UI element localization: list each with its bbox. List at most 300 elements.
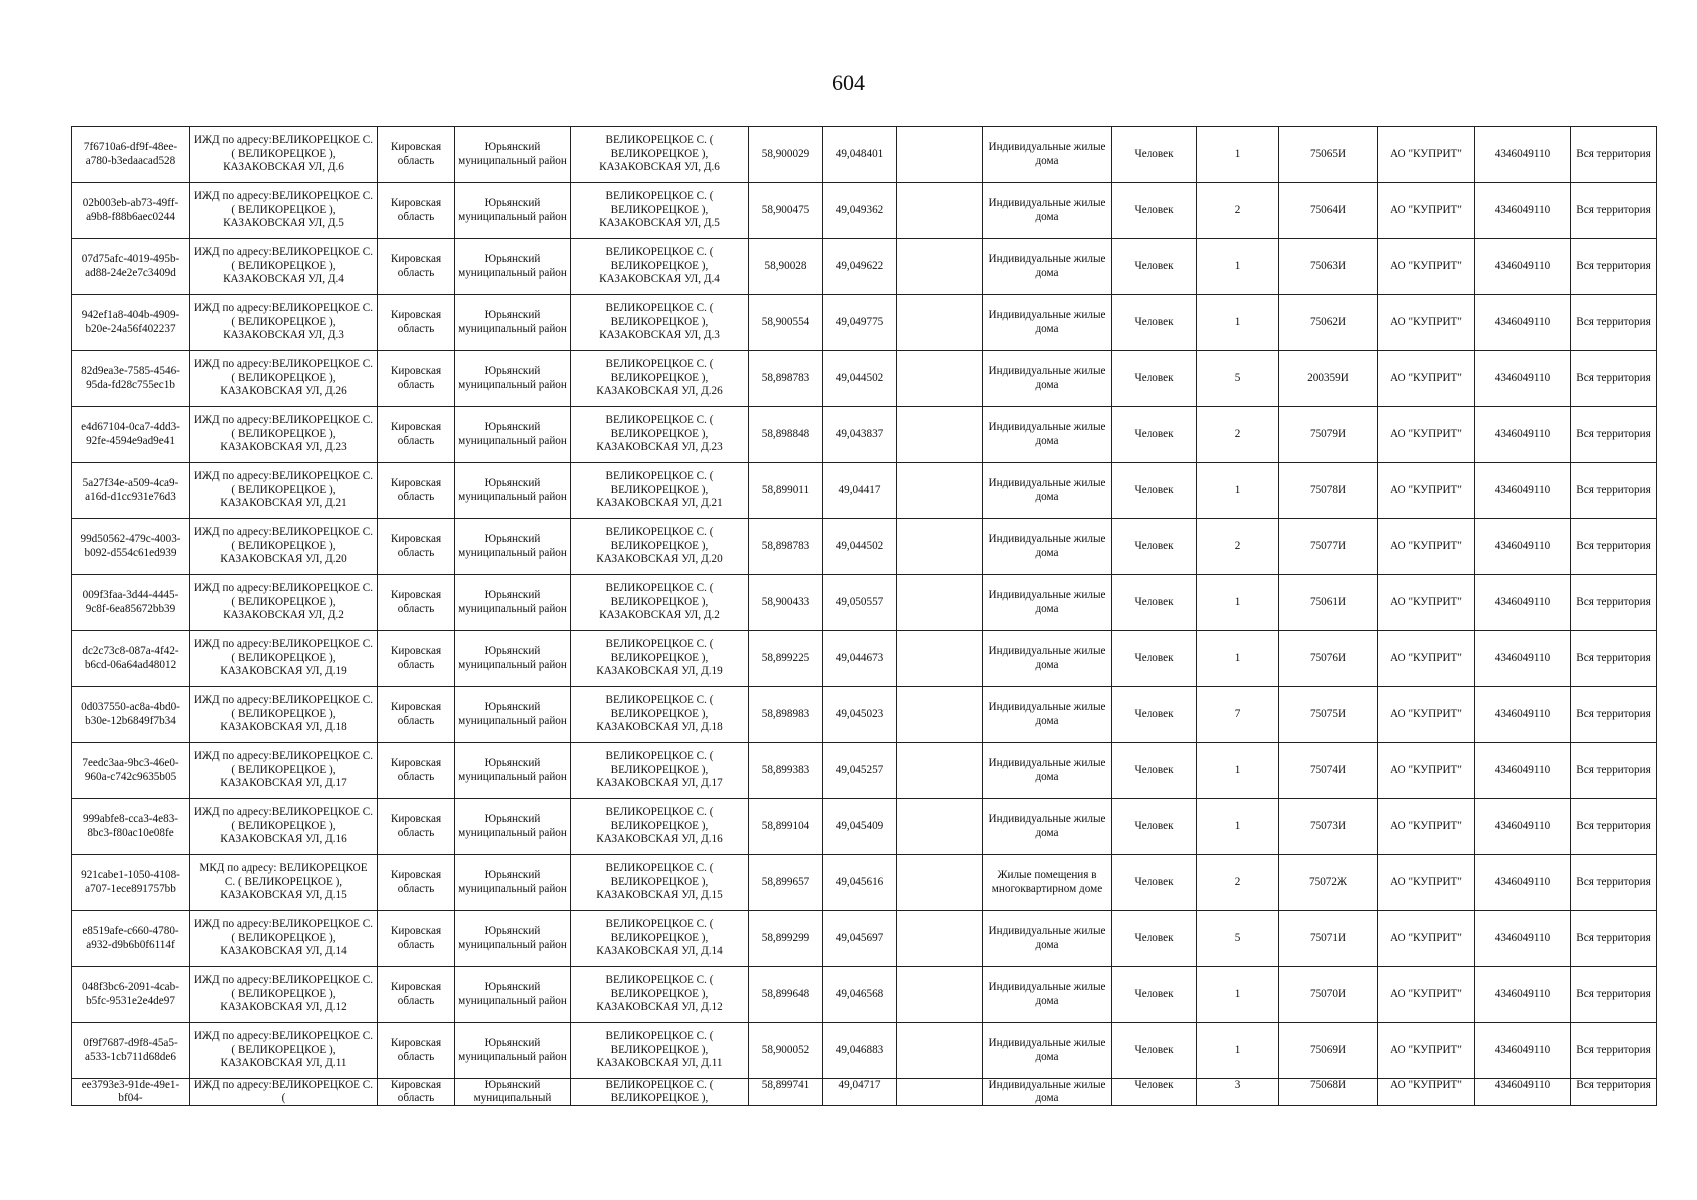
cell-inn-text: 4346049110 — [1494, 1079, 1551, 1091]
cell-address-text: ВЕЛИКОРЕЦКОЕ С. ( ВЕЛИКОРЕЦКОЕ ), КАЗАКОВСКАЯ УЛ, Д.12 — [596, 974, 723, 1014]
cell-region-text: Кировская область — [390, 645, 442, 671]
cell-territory-text: Вся территория — [1576, 315, 1651, 328]
cell-empty — [897, 967, 983, 1023]
cell-territory-text: Вся территория — [1576, 875, 1651, 888]
cell-lon — [823, 687, 897, 743]
cell-address — [571, 855, 749, 911]
cell-unit — [1112, 183, 1197, 239]
cell-lon-text: 49,048401 — [835, 147, 884, 160]
cell-inn-text: 4346049110 — [1494, 763, 1551, 776]
cell-inn-text: 4346049110 — [1494, 595, 1551, 608]
cell-count — [1197, 463, 1279, 519]
cell-unit-text: Человек — [1134, 203, 1174, 216]
cell-code — [1279, 183, 1378, 239]
cell-name-text: ИЖД по адресу:ВЕЛИКОРЕЦКОЕ С. ( ВЕЛИКОРЕЦКОЕ ), КАЗАКОВСКАЯ УЛ, Д.6 — [193, 134, 374, 174]
cell-address — [571, 239, 749, 295]
cell-region-text: Кировская область — [390, 533, 442, 559]
cell-type — [983, 967, 1112, 1023]
cell-code-text: 75075И — [1309, 707, 1347, 720]
cell-district — [455, 295, 571, 351]
cell-unit — [1112, 743, 1197, 799]
cell-id — [72, 239, 190, 295]
cell-unit-text: Человек — [1134, 931, 1174, 944]
cell-inn — [1475, 295, 1571, 351]
cell-name-text: ИЖД по адресу:ВЕЛИКОРЕЦКОЕ С. ( ВЕЛИКОРЕЦКОЕ ), КАЗАКОВСКАЯ УЛ, Д.4 — [193, 246, 374, 286]
cell-territory — [1571, 687, 1657, 743]
cell-address — [571, 183, 749, 239]
cell-address-text: ВЕЛИКОРЕЦКОЕ С. ( ВЕЛИКОРЕЦКОЕ ), — [605, 1079, 714, 1104]
cell-region-text: Кировская область — [390, 1037, 442, 1063]
table-row — [72, 351, 1657, 407]
cell-type — [983, 463, 1112, 519]
cell-territory — [1571, 631, 1657, 687]
cell-territory-text: Вся территория — [1576, 203, 1651, 216]
cell-id — [72, 463, 190, 519]
cell-district-text: Юрьянский муниципальный район — [458, 813, 567, 839]
cell-org — [1378, 351, 1475, 407]
cell-org-text: АО "КУПРИТ" — [1390, 147, 1462, 160]
cell-type-text: Индивидуальные жилые дома — [988, 477, 1106, 503]
cell-territory-text: Вся территория — [1576, 707, 1651, 720]
cell-unit-text: Человек — [1134, 483, 1174, 496]
cell-lon-text: 49,046883 — [835, 1043, 884, 1056]
cell-inn-text: 4346049110 — [1494, 259, 1551, 272]
cell-lon-text: 49,044502 — [835, 371, 884, 384]
cell-org-text: АО "КУПРИТ" — [1390, 1079, 1462, 1091]
cell-territory-text: Вся территория — [1576, 595, 1651, 608]
cell-lon-text: 49,046568 — [835, 987, 884, 1000]
cell-type — [983, 239, 1112, 295]
cell-org-text: АО "КУПРИТ" — [1390, 931, 1462, 944]
cell-lat — [749, 463, 823, 519]
cell-inn-text: 4346049110 — [1494, 371, 1551, 384]
cell-address — [571, 911, 749, 967]
cell-region — [378, 463, 455, 519]
cell-unit-text: Человек — [1134, 987, 1174, 1000]
cell-type-text: Индивидуальные жилые дома — [988, 365, 1106, 391]
cell-id-text: 82d9ea3e-7585-4546-95da-fd28c755ec1b — [81, 365, 180, 391]
cell-org-text: АО "КУПРИТ" — [1390, 1043, 1462, 1056]
cell-region-text: Кировская область — [390, 197, 442, 223]
cell-lat — [749, 407, 823, 463]
cell-address-text: ВЕЛИКОРЕЦКОЕ С. ( ВЕЛИКОРЕЦКОЕ ), КАЗАКОВСКАЯ УЛ, Д.18 — [596, 694, 723, 734]
cell-lat — [749, 351, 823, 407]
cell-address-text: ВЕЛИКОРЕЦКОЕ С. ( ВЕЛИКОРЕЦКОЕ ), КАЗАКОВСКАЯ УЛ, Д.6 — [599, 134, 720, 174]
cell-region — [378, 743, 455, 799]
cell-count-text: 1 — [1234, 595, 1241, 608]
cell-code-text: 75069И — [1309, 1043, 1347, 1056]
cell-count — [1197, 239, 1279, 295]
cell-id-text: 942ef1a8-404b-4909-b20e-24a56f402237 — [81, 309, 180, 335]
cell-name-text: ИЖД по адресу:ВЕЛИКОРЕЦКОЕ С. ( ВЕЛИКОРЕЦКОЕ ), КАЗАКОВСКАЯ УЛ, Д.12 — [193, 974, 374, 1014]
cell-code — [1279, 127, 1378, 183]
cell-lat-text: 58,900052 — [761, 1043, 810, 1056]
cell-district — [455, 407, 571, 463]
cell-unit — [1112, 519, 1197, 575]
cell-lat — [749, 855, 823, 911]
table-row — [72, 631, 1657, 687]
cell-inn — [1475, 1023, 1571, 1079]
cell-lat-text: 58,90028 — [764, 259, 807, 272]
cell-code — [1279, 1079, 1378, 1106]
cell-lat — [749, 799, 823, 855]
cell-region — [378, 1079, 455, 1106]
cell-region — [378, 407, 455, 463]
cell-inn-text: 4346049110 — [1494, 539, 1551, 552]
cell-code — [1279, 295, 1378, 351]
table-row — [72, 295, 1657, 351]
cell-id-text: 7eedc3aa-9bc3-46e0-960a-c742c9635b05 — [82, 757, 179, 783]
cell-region-text: Кировская область — [390, 701, 442, 727]
cell-region-text: Кировская область — [390, 813, 442, 839]
cell-district-text: Юрьянский муниципальный район — [458, 533, 567, 559]
cell-count-text: 1 — [1234, 1043, 1241, 1056]
cell-count — [1197, 799, 1279, 855]
cell-empty — [897, 127, 983, 183]
cell-type-text: Индивидуальные жилые дома — [988, 197, 1106, 223]
cell-count — [1197, 631, 1279, 687]
cell-address — [571, 351, 749, 407]
cell-name-text: ИЖД по адресу:ВЕЛИКОРЕЦКОЕ С. ( ВЕЛИКОРЕЦКОЕ ), КАЗАКОВСКАЯ УЛ, Д.18 — [193, 694, 374, 734]
cell-lon-text: 49,04417 — [838, 483, 881, 496]
cell-code — [1279, 631, 1378, 687]
cell-lat-text: 58,898848 — [761, 427, 810, 440]
table-row — [72, 799, 1657, 855]
cell-inn — [1475, 183, 1571, 239]
cell-name — [190, 687, 378, 743]
cell-name — [190, 743, 378, 799]
cell-org-text: АО "КУПРИТ" — [1390, 819, 1462, 832]
cell-district — [455, 1079, 571, 1106]
cell-id — [72, 295, 190, 351]
cell-district — [455, 239, 571, 295]
cell-district-text: Юрьянский муниципальный район — [458, 477, 567, 503]
cell-org-text: АО "КУПРИТ" — [1390, 539, 1462, 552]
table-body — [72, 127, 1657, 1106]
cell-code-text: 75062И — [1309, 315, 1347, 328]
cell-lat-text: 58,900554 — [761, 315, 810, 328]
cell-territory-text: Вся территория — [1576, 1043, 1651, 1056]
cell-id-text: e4d67104-0ca7-4dd3-92fe-4594e9ad9e41 — [81, 421, 180, 447]
cell-org-text: АО "КУПРИТ" — [1390, 203, 1462, 216]
cell-lon — [823, 519, 897, 575]
cell-district-text: Юрьянский муниципальный район — [458, 589, 567, 615]
cell-lon — [823, 1023, 897, 1079]
cell-address — [571, 799, 749, 855]
table-row — [72, 855, 1657, 911]
table-row — [72, 463, 1657, 519]
cell-org-text: АО "КУПРИТ" — [1390, 427, 1462, 440]
cell-name — [190, 575, 378, 631]
cell-lon — [823, 295, 897, 351]
cell-unit — [1112, 1023, 1197, 1079]
cell-unit-text: Человек — [1134, 1079, 1174, 1091]
cell-empty — [897, 855, 983, 911]
cell-code-text: 75072Ж — [1309, 875, 1347, 888]
cell-type-text: Индивидуальные жилые дома — [988, 701, 1106, 727]
cell-lon — [823, 855, 897, 911]
cell-lon — [823, 351, 897, 407]
cell-unit-text: Человек — [1134, 875, 1174, 888]
cell-address — [571, 631, 749, 687]
cell-name-text: ИЖД по адресу:ВЕЛИКОРЕЦКОЕ С. ( — [193, 1079, 374, 1104]
cell-inn — [1475, 743, 1571, 799]
cell-id-text: 048f3bc6-2091-4cab-b5fc-9531e2e4de97 — [82, 981, 179, 1007]
cell-address-text: ВЕЛИКОРЕЦКОЕ С. ( ВЕЛИКОРЕЦКОЕ ), КАЗАКОВСКАЯ УЛ, Д.23 — [596, 414, 723, 454]
cell-lon — [823, 407, 897, 463]
cell-id — [72, 631, 190, 687]
cell-lon-text: 49,050557 — [835, 595, 884, 608]
cell-lon-text: 49,045257 — [835, 763, 884, 776]
cell-region-text: Кировская область — [390, 757, 442, 783]
cell-name-text: ИЖД по адресу:ВЕЛИКОРЕЦКОЕ С. ( ВЕЛИКОРЕЦКОЕ ), КАЗАКОВСКАЯ УЛ, Д.19 — [193, 638, 374, 678]
cell-address-text: ВЕЛИКОРЕЦКОЕ С. ( ВЕЛИКОРЕЦКОЕ ), КАЗАКОВСКАЯ УЛ, Д.5 — [599, 190, 720, 230]
cell-lat — [749, 743, 823, 799]
cell-code — [1279, 687, 1378, 743]
cell-name — [190, 407, 378, 463]
cell-address-text: ВЕЛИКОРЕЦКОЕ С. ( ВЕЛИКОРЕЦКОЕ ), КАЗАКОВСКАЯ УЛ, Д.15 — [596, 862, 723, 902]
cell-region-text: Кировская область — [390, 1079, 442, 1104]
cell-unit — [1112, 351, 1197, 407]
cell-org-text: АО "КУПРИТ" — [1390, 875, 1462, 888]
cell-address-text: ВЕЛИКОРЕЦКОЕ С. ( ВЕЛИКОРЕЦКОЕ ), КАЗАКОВСКАЯ УЛ, Д.21 — [596, 470, 723, 510]
cell-lat — [749, 1023, 823, 1079]
cell-region-text: Кировская область — [390, 141, 442, 167]
cell-empty — [897, 1023, 983, 1079]
cell-lat-text: 58,900475 — [761, 203, 810, 216]
table-row — [72, 239, 1657, 295]
cell-name-text: ИЖД по адресу:ВЕЛИКОРЕЦКОЕ С. ( ВЕЛИКОРЕЦКОЕ ), КАЗАКОВСКАЯ УЛ, Д.2 — [193, 582, 374, 622]
cell-address-text: ВЕЛИКОРЕЦКОЕ С. ( ВЕЛИКОРЕЦКОЕ ), КАЗАКОВСКАЯ УЛ, Д.11 — [596, 1030, 723, 1070]
cell-org — [1378, 1079, 1475, 1106]
cell-count-text: 2 — [1234, 539, 1241, 552]
cell-unit-text: Человек — [1134, 651, 1174, 664]
cell-inn-text: 4346049110 — [1494, 203, 1551, 216]
cell-org — [1378, 799, 1475, 855]
cell-unit — [1112, 911, 1197, 967]
cell-territory — [1571, 463, 1657, 519]
cell-lon-text: 49,04717 — [838, 1079, 881, 1091]
cell-name-text: ИЖД по адресу:ВЕЛИКОРЕЦКОЕ С. ( ВЕЛИКОРЕЦКОЕ ), КАЗАКОВСКАЯ УЛ, Д.16 — [193, 806, 374, 846]
cell-address — [571, 407, 749, 463]
cell-region — [378, 1023, 455, 1079]
cell-org — [1378, 407, 1475, 463]
cell-address-text: ВЕЛИКОРЕЦКОЕ С. ( ВЕЛИКОРЕЦКОЕ ), КАЗАКОВСКАЯ УЛ, Д.20 — [596, 526, 723, 566]
cell-type-text: Индивидуальные жилые дома — [988, 1037, 1106, 1063]
cell-type — [983, 351, 1112, 407]
cell-id-text: 999abfe8-cca3-4e83-8bc3-f80ac10e08fe — [82, 813, 179, 839]
cell-empty — [897, 351, 983, 407]
cell-org — [1378, 1023, 1475, 1079]
table-row — [72, 407, 1657, 463]
cell-id — [72, 911, 190, 967]
cell-territory-text: Вся территория — [1576, 1079, 1651, 1091]
cell-address — [571, 743, 749, 799]
cell-id-text: 0d037550-ac8a-4bd0-b30e-12b6849f7b34 — [81, 701, 180, 727]
cell-inn-text: 4346049110 — [1494, 931, 1551, 944]
cell-name-text: ИЖД по адресу:ВЕЛИКОРЕЦКОЕ С. ( ВЕЛИКОРЕЦКОЕ ), КАЗАКОВСКАЯ УЛ, Д.21 — [193, 470, 374, 510]
cell-region — [378, 183, 455, 239]
cell-inn-text: 4346049110 — [1494, 987, 1551, 1000]
cell-district — [455, 575, 571, 631]
cell-unit-text: Человек — [1134, 595, 1174, 608]
cell-district — [455, 519, 571, 575]
cell-id — [72, 575, 190, 631]
cell-territory-text: Вся территория — [1576, 371, 1651, 384]
cell-unit-text: Человек — [1134, 763, 1174, 776]
cell-type — [983, 631, 1112, 687]
cell-district — [455, 351, 571, 407]
cell-district — [455, 183, 571, 239]
cell-lat — [749, 911, 823, 967]
cell-region-text: Кировская область — [390, 365, 442, 391]
cell-address-text: ВЕЛИКОРЕЦКОЕ С. ( ВЕЛИКОРЕЦКОЕ ), КАЗАКОВСКАЯ УЛ, Д.2 — [599, 582, 720, 622]
cell-count-text: 1 — [1234, 147, 1241, 160]
cell-inn — [1475, 239, 1571, 295]
cell-id — [72, 127, 190, 183]
cell-territory — [1571, 295, 1657, 351]
cell-address — [571, 463, 749, 519]
cell-code-text: 75077И — [1309, 539, 1347, 552]
cell-region — [378, 855, 455, 911]
cell-inn-text: 4346049110 — [1494, 1043, 1551, 1056]
cell-lat-text: 58,899299 — [761, 931, 810, 944]
cell-lon-text: 49,044502 — [835, 539, 884, 552]
cell-lon — [823, 743, 897, 799]
cell-district — [455, 799, 571, 855]
cell-region-text: Кировская область — [390, 253, 442, 279]
cell-org-text: АО "КУПРИТ" — [1390, 483, 1462, 496]
cell-org-text: АО "КУПРИТ" — [1390, 371, 1462, 384]
cell-code-text: 75068И — [1309, 1079, 1347, 1091]
cell-lat-text: 58,899657 — [761, 875, 810, 888]
cell-count-text: 3 — [1234, 1079, 1241, 1091]
cell-lon — [823, 575, 897, 631]
cell-address-text: ВЕЛИКОРЕЦКОЕ С. ( ВЕЛИКОРЕЦКОЕ ), КАЗАКОВСКАЯ УЛ, Д.17 — [596, 750, 723, 790]
registry-table — [71, 126, 1657, 1106]
cell-count-text: 1 — [1234, 763, 1241, 776]
cell-unit-text: Человек — [1134, 147, 1174, 160]
cell-unit-text: Человек — [1134, 707, 1174, 720]
cell-org — [1378, 687, 1475, 743]
cell-inn — [1475, 855, 1571, 911]
cell-id-text: 99d50562-479c-4003-b092-d554c61ed939 — [80, 533, 181, 559]
cell-lat-text: 58,899383 — [761, 763, 810, 776]
cell-id-text: 07d75afc-4019-495b-ad88-24e2e7c3409d — [81, 253, 180, 279]
cell-territory-text: Вся территория — [1576, 819, 1651, 832]
cell-inn-text: 4346049110 — [1494, 819, 1551, 832]
cell-type — [983, 687, 1112, 743]
cell-lat — [749, 575, 823, 631]
cell-region — [378, 295, 455, 351]
cell-lon-text: 49,045616 — [835, 875, 884, 888]
cell-inn — [1475, 687, 1571, 743]
cell-address — [571, 1079, 749, 1106]
cell-type-text: Индивидуальные жилые дома — [988, 813, 1106, 839]
cell-district-text: Юрьянский муниципальный район — [458, 925, 567, 951]
cell-code-text: 75073И — [1309, 819, 1347, 832]
cell-empty — [897, 631, 983, 687]
cell-id — [72, 407, 190, 463]
cell-id-text: 5a27f34e-a509-4ca9-a16d-d1cc931e76d3 — [82, 477, 179, 503]
cell-code — [1279, 239, 1378, 295]
cell-org-text: АО "КУПРИТ" — [1390, 315, 1462, 328]
cell-unit — [1112, 855, 1197, 911]
cell-name — [190, 967, 378, 1023]
cell-lat — [749, 1079, 823, 1106]
cell-address — [571, 1023, 749, 1079]
cell-unit — [1112, 407, 1197, 463]
cell-region — [378, 631, 455, 687]
cell-id-text: 02b003eb-ab73-49ff-a9b8-f88b6aec0244 — [82, 197, 179, 223]
cell-type — [983, 1023, 1112, 1079]
cell-address-text: ВЕЛИКОРЕЦКОЕ С. ( ВЕЛИКОРЕЦКОЕ ), КАЗАКОВСКАЯ УЛ, Д.19 — [596, 638, 723, 678]
cell-name-text: ИЖД по адресу:ВЕЛИКОРЕЦКОЕ С. ( ВЕЛИКОРЕЦКОЕ ), КАЗАКОВСКАЯ УЛ, Д.3 — [193, 302, 374, 342]
cell-district-text: Юрьянский муниципальный район — [458, 421, 567, 447]
cell-org-text: АО "КУПРИТ" — [1390, 987, 1462, 1000]
table-row — [72, 1023, 1657, 1079]
table-row — [72, 967, 1657, 1023]
cell-count — [1197, 183, 1279, 239]
cell-inn — [1475, 407, 1571, 463]
cell-type — [983, 1079, 1112, 1106]
cell-district-text: Юрьянский муниципальный — [473, 1079, 552, 1104]
cell-inn — [1475, 463, 1571, 519]
cell-territory — [1571, 799, 1657, 855]
cell-district-text: Юрьянский муниципальный район — [458, 197, 567, 223]
cell-empty — [897, 519, 983, 575]
cell-lon-text: 49,045697 — [835, 931, 884, 944]
cell-district-text: Юрьянский муниципальный район — [458, 365, 567, 391]
cell-empty — [897, 407, 983, 463]
cell-region — [378, 239, 455, 295]
cell-inn — [1475, 799, 1571, 855]
cell-unit — [1112, 127, 1197, 183]
cell-unit — [1112, 575, 1197, 631]
cell-region-text: Кировская область — [390, 869, 442, 895]
cell-type — [983, 127, 1112, 183]
cell-org — [1378, 631, 1475, 687]
cell-territory — [1571, 575, 1657, 631]
cell-code — [1279, 519, 1378, 575]
cell-territory-text: Вся территория — [1576, 931, 1651, 944]
cell-unit — [1112, 1079, 1197, 1106]
cell-code — [1279, 463, 1378, 519]
cell-district-text: Юрьянский муниципальный район — [458, 253, 567, 279]
cell-count-text: 1 — [1234, 259, 1241, 272]
cell-code — [1279, 855, 1378, 911]
cell-territory-text: Вся территория — [1576, 651, 1651, 664]
cell-unit-text: Человек — [1134, 539, 1174, 552]
cell-district — [455, 127, 571, 183]
cell-code — [1279, 911, 1378, 967]
cell-lat — [749, 967, 823, 1023]
cell-lon-text: 49,043837 — [835, 427, 884, 440]
cell-name — [190, 631, 378, 687]
cell-lat-text: 58,899741 — [761, 1079, 810, 1091]
cell-region-text: Кировская область — [390, 477, 442, 503]
cell-type — [983, 519, 1112, 575]
cell-type-text: Индивидуальные жилые дома — [988, 141, 1106, 167]
cell-type — [983, 855, 1112, 911]
cell-count — [1197, 743, 1279, 799]
cell-territory — [1571, 407, 1657, 463]
cell-lat — [749, 519, 823, 575]
cell-empty — [897, 1079, 983, 1106]
cell-unit-text: Человек — [1134, 259, 1174, 272]
cell-empty — [897, 183, 983, 239]
cell-lon — [823, 967, 897, 1023]
